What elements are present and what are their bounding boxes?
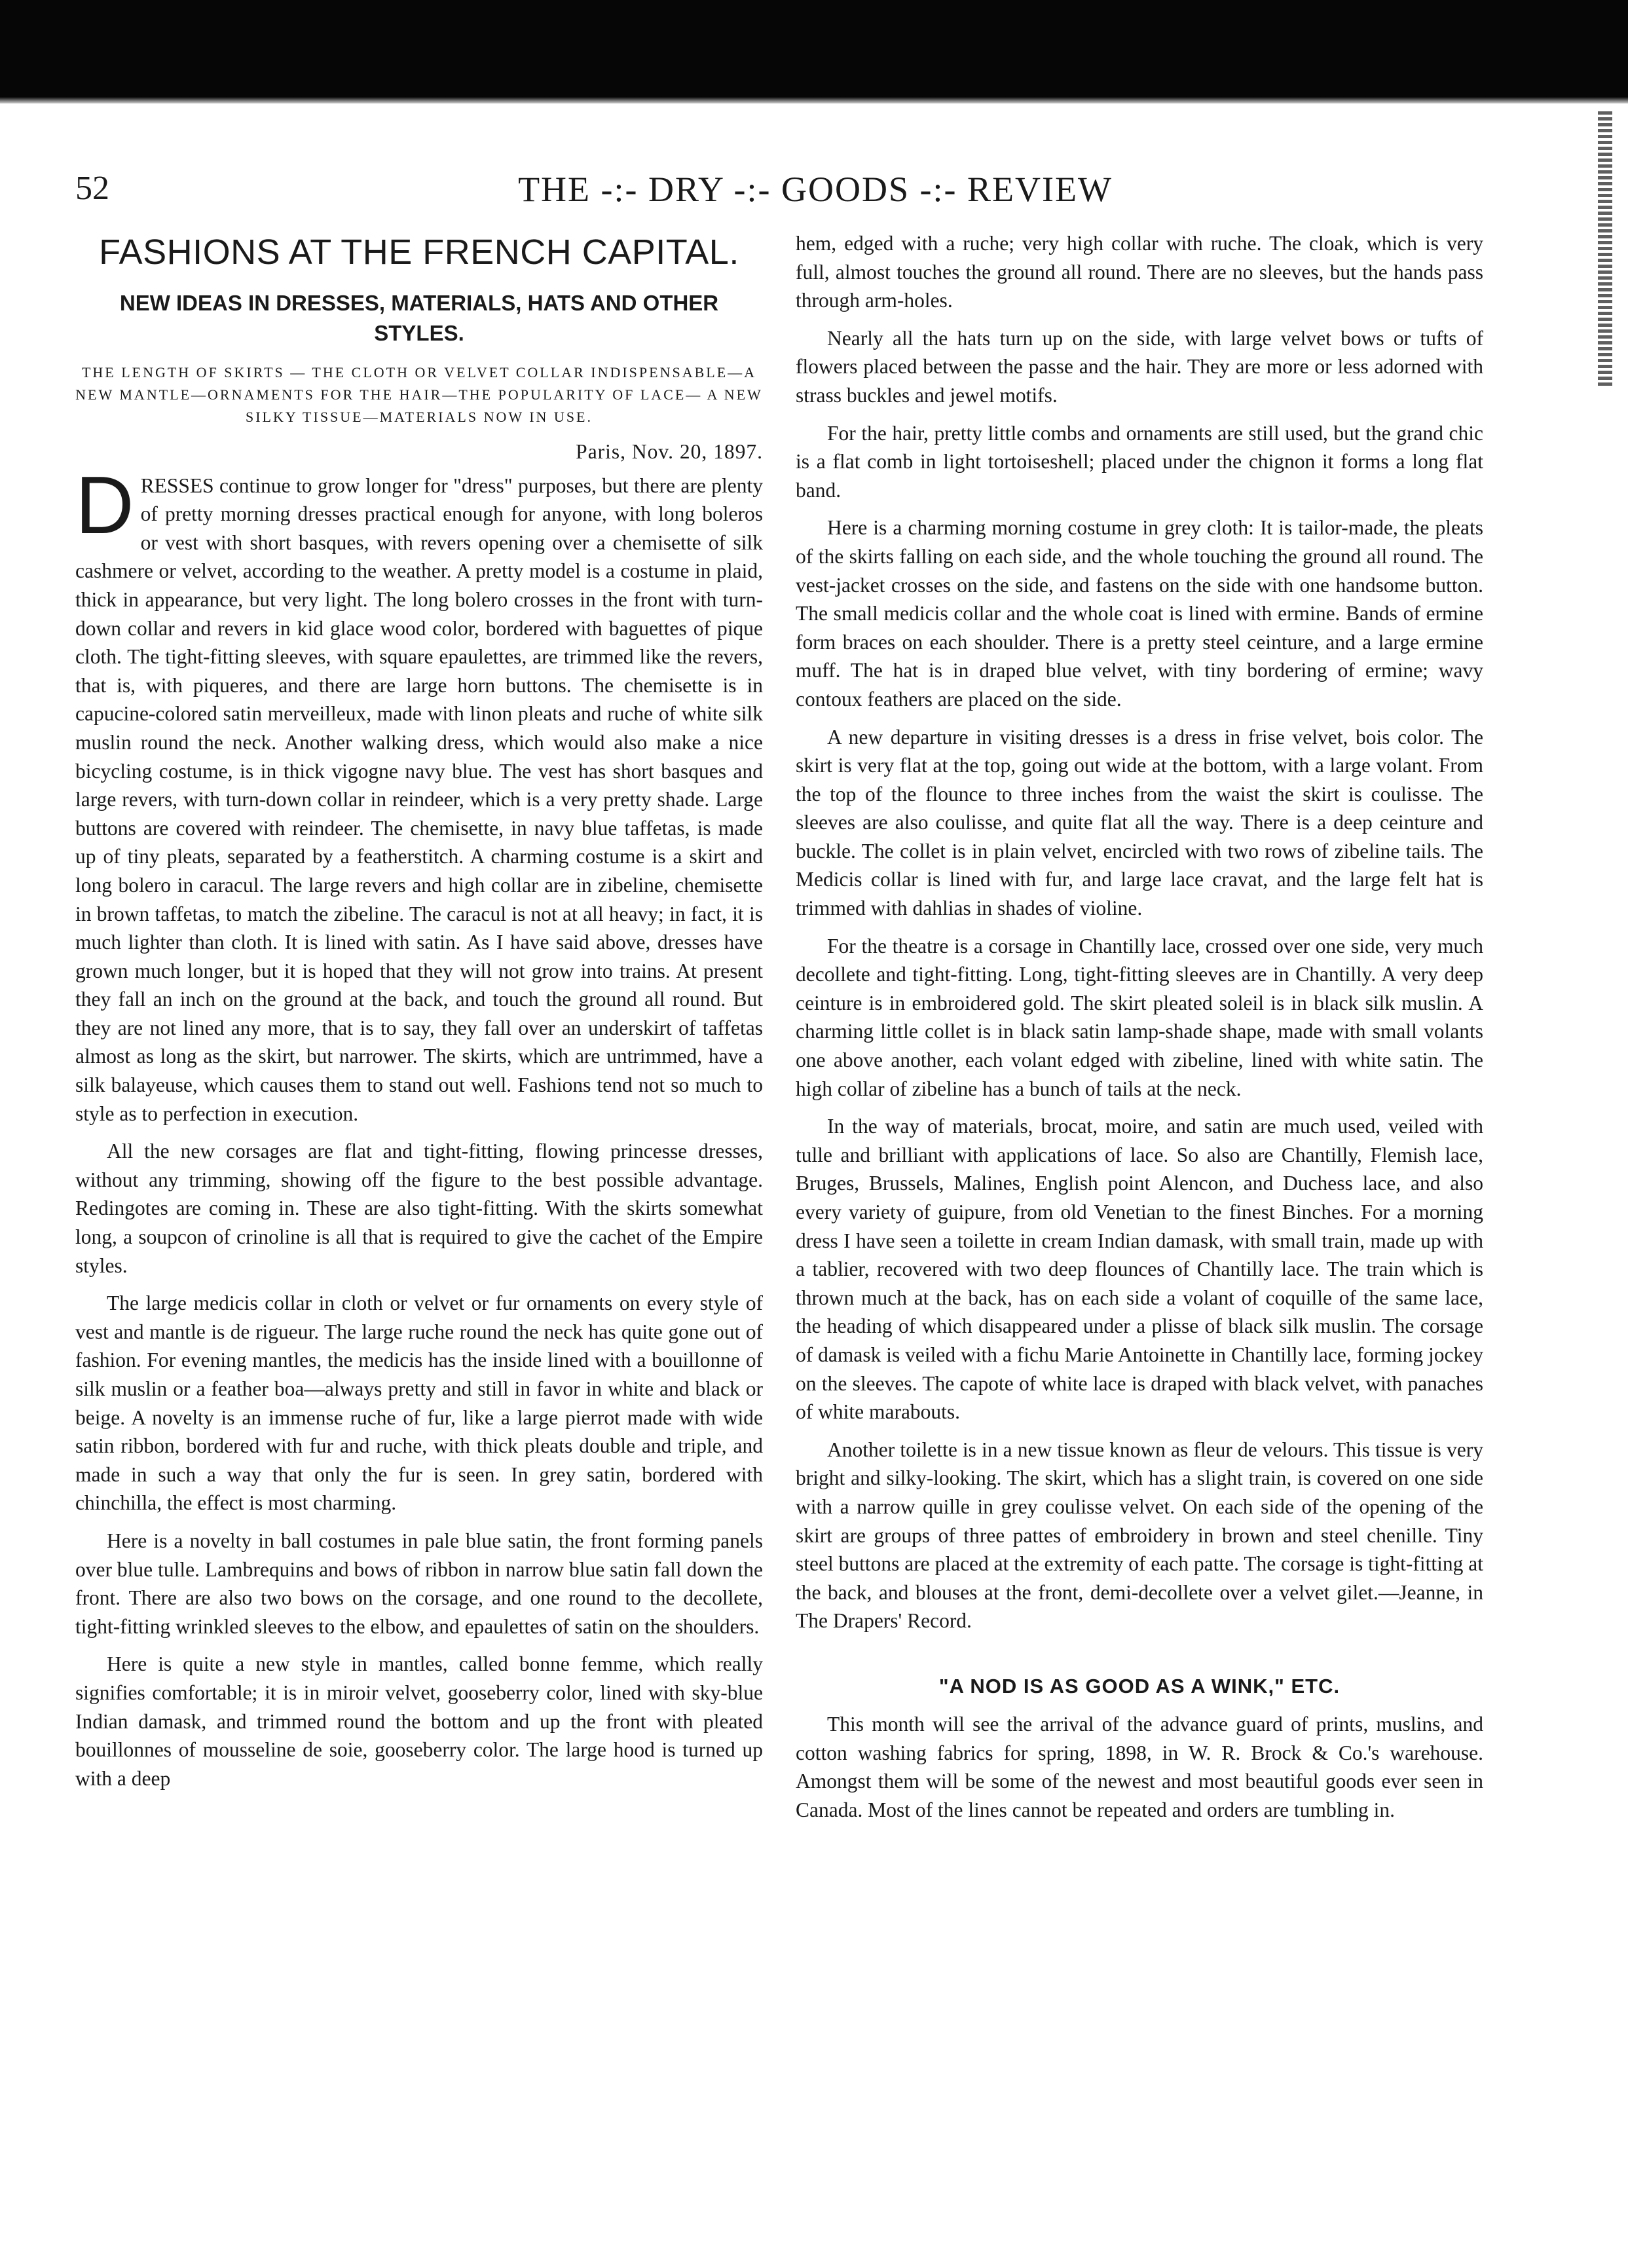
page-number: 52 [75, 170, 109, 207]
article-paragraph [75, 460, 763, 1128]
article-paragraph: Here is a charming morning costume in grey cloth: It is tailor-made, the pleats of the skirts falling on each side, and the whole touching the ground all round. The vest-jacket crosses on the side, and fastens on the side with one handsome button. The small medicis collar and the whole coat is lined with ermine. Bands of ermine form braces on each shoulder. There is a pretty steel ceinture, and a large ermine muff. The hat is in draped blue velvet, with tiny bordering of ermine; wavy contoux feathers are placed on the side. [796, 516, 1483, 711]
article-paragraph: The large medicis collar in cloth or velvet or fur ornaments on every style of vest and mantle is de rigueur. The large ruche round the neck has quite gone out of fashion. For evening mantles, the medicis has the inside lined with a bouillonne of silk muslin or a feather boa—always pretty and still in favor in white and black or beige. A novelty is an immense ruche of fur, like a large pierrot made with wide satin ribbon, bordered with fur and ruche, with thick pleats double and triple, and made in such a way that only the fur is seen. In grey satin, bordered with chinchilla, the effect is most charming. [75, 1292, 763, 1515]
left-column [75, 229, 763, 1802]
article-title: FASHIONS AT THE FRENCH CAPITAL. [99, 232, 739, 272]
page-header [75, 169, 1555, 221]
article-paragraph: All the new corsages are flat and tight-fitting, flowing princesse dresses, without any trimming, showing off the figure to the best possible advantage. Redingotes are coming in. These are also tight-fitting. With the skirts somewhat long, a soupcon of crinoline is all that is required to give the cachet of the Empire styles. [75, 1140, 763, 1277]
drop-cap: D [75, 460, 134, 551]
article-paragraph: For the theatre is a corsage in Chantilly lace, crossed over one side, very much decollete and tight-fitting. Long, tight-fitting sleeves are in Chantilly. A very deep ceinture is in embroidered gold. The skirt pleated soleil is in black silk muslin. A charming little collet is in black satin lamp-shade shape, made with small volants one above another, each volant edged with zibeline, lined with white satin. The high collar of zibeline has a bunch of tails at the neck. [796, 934, 1483, 1100]
article-paragraph: For the hair, pretty little combs and ornaments are still used, but the grand chic is a flat comb in light tortoiseshell; placed under the chignon it forms a long flat band. [796, 421, 1483, 502]
article-summary: THE LENGTH OF SKIRTS — THE CLOTH OR VELVET COLLAR INDISPENSABLE—A NEW MANTLE—ORNAMENTS FOR THE HAIR—THE POPULARITY OF LACE— A NEW SILKY TISSUE—MATERIALS NOW IN USE. [75, 364, 763, 425]
article-paragraph: hem, edged with a ruche; very high collar with ruche. The cloak, which is very full, almost touches the ground all round. There are no sleeves, but the hands pass through arm-holes. [796, 232, 1483, 312]
article-paragraph: This month will see the arrival of the advance guard of prints, muslins, and cotton washing fabrics for spring, 1898, in W. R. Brock & Co.'s warehouse. Amongst them will be some of the newest and most beautiful goods ever seen in Canada. Most of the lines cannot be repeated and orders are tumbling in. [796, 1712, 1483, 1821]
paragraph-text: RESSES continue to grow longer for "dress" purposes, but there are plenty of pretty morning dresses practical enough for anyone, with long boleros or vest with short basques, with revers opening over a chemisette of silk cashmere or velvet, according to the weather. A pretty model is a costume in plaid, thick in appearance, but very light. The long bolero crosses in the front with turn-down collar and revers in kid glace wood color, bordered with baguettes of pique cloth. The tight-fitting sleeves, with square epaulettes, are trimmed like the revers, that is, with piqueres, and there are large horn buttons. The chemisette is in capucine-colored satin merveilleux, made with linon pleats and ruche of white silk muslin round the neck. Another walking dress, which would also make a nice bicycling costume, is in thick vigogne navy blue. The vest has short basques and large revers, with turn-down collar in reindeer, which is a very pretty shade. Large buttons are covered with reindeer. The chemisette, in navy blue taffetas, is made up of tiny pleats, separated by a featherstitch. A charming costume is a skirt and long bolero in caracul. The large revers and high collar are in zibeline, chemisette in brown taffetas, to match the zibeline. The caracul is not at all heavy; in fact, it is much lighter than cloth. It is lined with satin. As I have said above, dresses have grown much longer, but it is hoped that they will not grow into trains. At present they fall an inch on the ground at the back, and touch the ground all round. But they are not lined any more, that is to say, they fall over an underskirt of taffetas almost as long as the skirt, but narrower. The skirts, which are untrimmed, have a silk balayeuse, which causes them to stand out well. Fashions tend not so much to style as to perfection in execution. [75, 474, 763, 1125]
article-paragraph: In the way of materials, brocat, moire, and satin are much used, veiled with tulle and brilliant with applications of lace. So also are Chantilly, Flemish lace, Bruges, Brussels, Malines, English point Alencon, and Duchess lace, and also every variety of guipure, from old Venetian to the finest Binches. For a morning dress I have seen a toilette in cream Indian damask, with small train, made up with a tablier, recovered with two deep flounces of Chantilly lace. The train which is thrown much at the back, has on each side a volant of coquille of the same lace, the heading of which disappeared under a plisse of black silk muslin. The corsage of damask is veiled with a fichu Marie Antoinette in Chantilly lace, forming jockey on the sleeves. The capote of white lace is draped with black velvet, with panaches of white marabouts. [796, 1115, 1483, 1424]
article-paragraph: Here is a novelty in ball costumes in pale blue satin, the front forming panels over blue tulle. Lambrequins and bows of ribbon in narrow blue satin fall down the front. There are also two bows on the corsage, and one round to the decollete, tight-fitting wrinkled sleeves to the elbow, and epaulettes of satin on the shoulders. [75, 1529, 763, 1638]
scan-top-border [0, 0, 1628, 98]
article-paragraph: Nearly all the hats turn up on the side, with large velvet bows or tufts of flowers placed between the passe and the hair. They are more or less adorned with strass buckles and jewel motifs. [796, 326, 1483, 407]
running-title: THE -:- DRY -:- GOODS -:- REVIEW [518, 170, 1113, 209]
scan-right-edge [1598, 111, 1612, 386]
article-paragraph: Another toilette is in a new tissue known as fleur de velours. This tissue is very bright and silky-looking. The skirt, which has a slight train, is covered on one side with a narrow quille in grey coulisse velvet. On each side of the opening of the skirt are groups of three pattes of embroidery in brown and steel chenille. Tiny steel buttons are placed at the extremity of each patte. The corsage is tight-fitting at the back, and blouses at the front, demi-decollete over a velvet gilet.—Jeanne, in The Drapers' Record. [796, 1438, 1483, 1633]
right-column [796, 229, 1483, 1833]
second-article-title: "A NOD IS AS GOOD AS A WINK," ETC. [938, 1674, 1341, 1698]
dateline: Paris, Nov. 20, 1897. [576, 440, 763, 463]
article-paragraph: Here is quite a new style in mantles, called bonne femme, which really signifies comfortable; it is in miroir velvet, gooseberry color, lined with sky-blue Indian damask, and trimmed round the bottom and up the front with pleated bouillonnes of mousseline de soie, gooseberry color. The large hood is turned up with a deep [75, 1652, 763, 1790]
article-subtitle: NEW IDEAS IN DRESSES, MATERIALS, HATS AND OTHER STYLES. [119, 291, 719, 345]
article-paragraph: A new departure in visiting dresses is a dress in frise velvet, bois color. The skirt is very flat at the top, going out wide at the bottom, with a large volant. From the top of the flounce to three inches from the waist the skirt is coulisse. The sleeves are also coulisse, and quite flat all the way. There is a deep ceinture and buckle. The collet is in plain velvet, encircled with two rows of zibeline tails. The Medicis collar is lined with fur, and large lace cravat, and the large felt hat is trimmed with dahlias in shades of violine. [796, 725, 1483, 920]
